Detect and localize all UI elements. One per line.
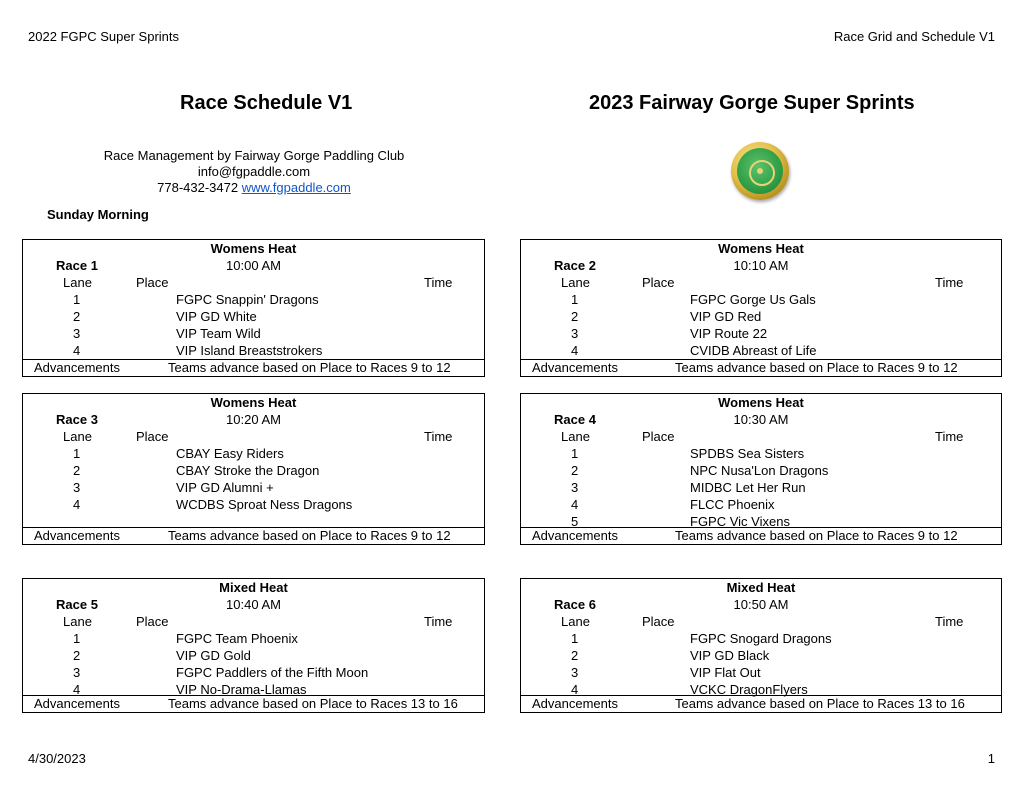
- lane-number: 4: [571, 682, 579, 697]
- team-row: [23, 462, 484, 479]
- team-name: VIP GD Gold: [176, 648, 251, 663]
- team-row: [23, 291, 484, 308]
- race-time: 10:10 AM: [733, 258, 789, 273]
- race-row: [521, 411, 1001, 428]
- lane-header: Lane: [561, 614, 590, 629]
- management-email: info@fgpaddle.com: [197, 164, 311, 179]
- club-logo: [731, 142, 789, 200]
- heat-title: Mixed Heat: [726, 580, 796, 595]
- team-row: [521, 445, 1001, 462]
- lane-number: 2: [73, 648, 81, 663]
- advancements-label: Advancements: [34, 360, 120, 375]
- lane-number: 2: [571, 648, 579, 663]
- team-name: VIP Island Breaststrokers: [176, 343, 323, 358]
- team-row: [521, 630, 1001, 647]
- lane-number: 4: [571, 343, 579, 358]
- team-row: [23, 325, 484, 342]
- race-management-info: [54, 148, 454, 196]
- team-name: FGPC Snogard Dragons: [690, 631, 832, 646]
- lane-number: 3: [73, 665, 81, 680]
- lane-number: 2: [73, 463, 81, 478]
- team-name: FGPC Vic Vixens: [690, 514, 790, 529]
- team-name: VIP GD Black: [690, 648, 770, 663]
- lane-number: 1: [571, 631, 579, 646]
- race-row: [23, 411, 484, 428]
- management-contact: [54, 180, 454, 196]
- team-row: [521, 647, 1001, 664]
- team-row: [521, 462, 1001, 479]
- team-name: SPDBS Sea Sisters: [690, 446, 805, 461]
- advancements-label: Advancements: [34, 696, 120, 711]
- race-table-3: [22, 393, 485, 545]
- time-header: Time: [424, 429, 453, 444]
- place-header: Place: [136, 275, 169, 290]
- lane-number: 4: [73, 343, 81, 358]
- place-header: Place: [642, 275, 675, 290]
- team-name: FGPC Snappin' Dragons: [176, 292, 319, 307]
- team-row: [521, 496, 1001, 513]
- team-name: NPC Nusa'Lon Dragons: [690, 463, 829, 478]
- race-row: [23, 596, 484, 613]
- lane-number: 1: [73, 631, 81, 646]
- race-time: 10:50 AM: [733, 597, 789, 612]
- team-row: [521, 664, 1001, 681]
- advancements-label: Advancements: [532, 528, 618, 543]
- team-row: [521, 479, 1001, 496]
- race-table-6: [520, 578, 1002, 713]
- heat-row: [521, 579, 1001, 596]
- race-number: Race 4: [554, 412, 596, 427]
- team-name: VIP Team Wild: [176, 326, 261, 341]
- page-title: Race Schedule V1: [180, 92, 353, 114]
- lane-number: 2: [73, 309, 81, 324]
- heat-title: Womens Heat: [718, 395, 804, 410]
- lane-number: 3: [571, 665, 579, 680]
- time-header: Time: [935, 275, 964, 290]
- team-row: [521, 325, 1001, 342]
- time-header: Time: [935, 614, 964, 629]
- time-header: Time: [935, 429, 964, 444]
- race-table-4: [520, 393, 1002, 545]
- lane-header: Lane: [561, 429, 590, 444]
- team-name: FLCC Phoenix: [690, 497, 775, 512]
- team-name: VIP Flat Out: [690, 665, 761, 680]
- race-number: Race 5: [56, 597, 98, 612]
- team-row: [521, 342, 1001, 359]
- team-name: VIP GD White: [176, 309, 257, 324]
- race-number: Race 2: [554, 258, 596, 273]
- page-number: 1: [987, 751, 995, 766]
- column-header-row: [23, 274, 484, 291]
- team-name: FGPC Gorge Us Gals: [690, 292, 816, 307]
- advancements-label: Advancements: [532, 696, 618, 711]
- management-line: Race Management by Fairway Gorge Paddling Club: [103, 148, 405, 163]
- race-time: 10:40 AM: [226, 597, 281, 612]
- management-phone: 778-432-3472: [157, 180, 239, 195]
- advancements-row: [521, 359, 1001, 376]
- lane-number: 4: [571, 497, 579, 512]
- lane-number: 2: [571, 463, 579, 478]
- advancements-row: [23, 359, 484, 376]
- event-title: 2023 Fairway Gorge Super Sprints: [589, 92, 915, 114]
- lane-number: 2: [571, 309, 579, 324]
- place-header: Place: [136, 429, 169, 444]
- header-left: 2022 FGPC Super Sprints: [28, 29, 180, 44]
- lane-number: 4: [73, 682, 81, 697]
- heat-title: Womens Heat: [210, 395, 297, 410]
- place-header: Place: [642, 614, 675, 629]
- time-header: Time: [424, 614, 453, 629]
- team-row: [23, 647, 484, 664]
- heat-row: [521, 240, 1001, 257]
- lane-number: 1: [73, 292, 81, 307]
- race-row: [23, 257, 484, 274]
- team-name: FGPC Team Phoenix: [176, 631, 298, 646]
- team-row: [23, 664, 484, 681]
- lane-number: 3: [571, 326, 579, 341]
- team-name: FGPC Paddlers of the Fifth Moon: [176, 665, 369, 680]
- column-header-row: [23, 613, 484, 630]
- advancements-row: [23, 527, 484, 544]
- footer-date: 4/30/2023: [28, 751, 86, 766]
- lane-number: 4: [73, 497, 81, 512]
- column-header-row: [23, 428, 484, 445]
- lane-header: Lane: [63, 614, 92, 629]
- place-header: Place: [642, 429, 675, 444]
- session-label: Sunday Morning: [47, 207, 149, 222]
- lane-header: Lane: [63, 429, 92, 444]
- race-row: [521, 257, 1001, 274]
- team-name: WCDBS Sproat Ness Dragons: [176, 497, 353, 512]
- race-number: Race 6: [554, 597, 596, 612]
- time-header: Time: [424, 275, 453, 290]
- heat-row: [23, 579, 484, 596]
- lane-number: 1: [73, 446, 81, 461]
- lane-number: 3: [571, 480, 579, 495]
- heat-row: [23, 394, 484, 411]
- team-row: [23, 630, 484, 647]
- place-header: Place: [136, 614, 169, 629]
- lane-number: 1: [571, 446, 579, 461]
- heat-title: Mixed Heat: [219, 580, 288, 595]
- team-row: [23, 479, 484, 496]
- advancements-label: Advancements: [34, 528, 120, 543]
- team-name: CBAY Stroke the Dragon: [176, 463, 320, 478]
- team-name: VIP No-Drama-Llamas: [176, 682, 307, 697]
- team-name: MIDBC Let Her Run: [690, 480, 806, 495]
- heat-title: Womens Heat: [210, 241, 297, 256]
- advancements-row: [521, 695, 1001, 712]
- lane-number: 1: [571, 292, 579, 307]
- lane-number: 3: [73, 326, 81, 341]
- advancements-text: Teams advance based on Place to Races 9 to 12: [168, 528, 451, 543]
- team-name: CVIDB Abreast of Life: [690, 343, 817, 358]
- race-time: 10:30 AM: [733, 412, 789, 427]
- heat-row: [23, 240, 484, 257]
- column-header-row: [521, 274, 1001, 291]
- column-header-row: [521, 613, 1001, 630]
- advancements-text: Teams advance based on Place to Races 9 to 12: [168, 360, 451, 375]
- lane-header: Lane: [63, 275, 92, 290]
- lane-header: Lane: [561, 275, 590, 290]
- advancements-text: Teams advance based on Place to Races 9 to 12: [675, 528, 958, 543]
- race-row: [521, 596, 1001, 613]
- team-name: VCKC DragonFlyers: [690, 682, 808, 697]
- race-number: Race 1: [56, 258, 98, 273]
- team-row: [23, 445, 484, 462]
- lane-number: 3: [73, 480, 81, 495]
- advancements-row: [23, 695, 484, 712]
- advancements-text: Teams advance based on Place to Races 13 to 16: [168, 696, 458, 711]
- race-time: 10:00 AM: [226, 258, 281, 273]
- race-table-5: [22, 578, 485, 713]
- lane-number: 5: [571, 514, 579, 529]
- race-number: Race 3: [56, 412, 98, 427]
- logo-dot: [757, 168, 763, 174]
- team-row: [521, 291, 1001, 308]
- advancements-row: [521, 527, 1001, 544]
- team-row: [521, 308, 1001, 325]
- race-table-1: [22, 239, 485, 377]
- team-row: [23, 342, 484, 359]
- team-row: [23, 496, 484, 513]
- advancements-label: Advancements: [532, 360, 618, 375]
- heat-title: Womens Heat: [718, 241, 804, 256]
- heat-row: [521, 394, 1001, 411]
- advancements-text: Teams advance based on Place to Races 9 to 12: [675, 360, 958, 375]
- race-time: 10:20 AM: [226, 412, 281, 427]
- team-name: VIP Route 22: [690, 326, 768, 341]
- team-name: VIP GD Red: [690, 309, 762, 324]
- team-name: VIP GD Alumni +: [176, 480, 274, 495]
- race-table-2: [520, 239, 1002, 377]
- website-link[interactable]: www.fgpaddle.com: [241, 180, 351, 195]
- team-name: CBAY Easy Riders: [176, 446, 284, 461]
- column-header-row: [521, 428, 1001, 445]
- header-right: Race Grid and Schedule V1: [833, 29, 995, 44]
- advancements-text: Teams advance based on Place to Races 13 to 16: [675, 696, 965, 711]
- team-row: [23, 308, 484, 325]
